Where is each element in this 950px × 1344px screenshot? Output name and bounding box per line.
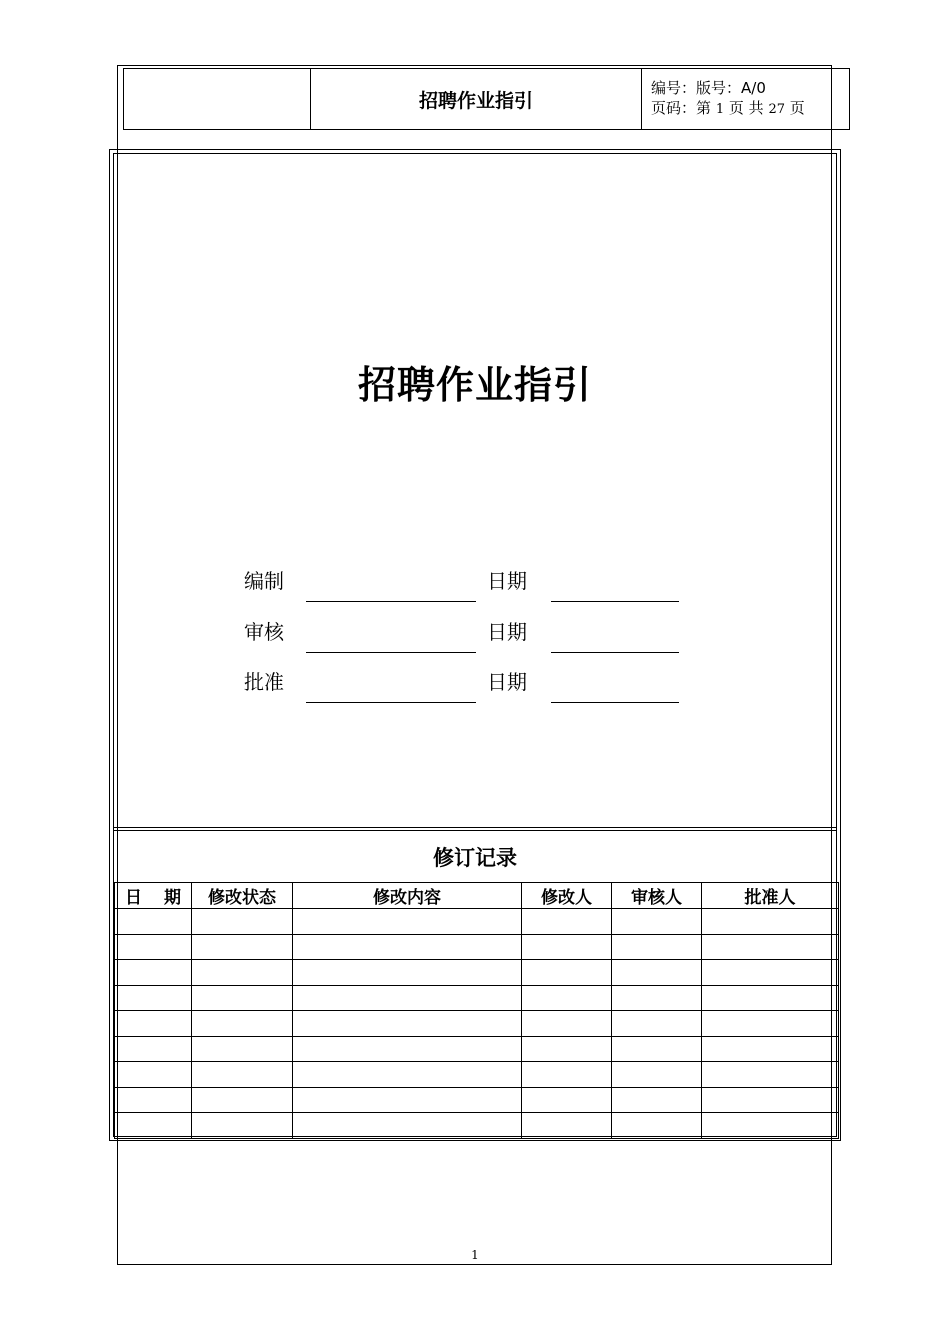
table-cell[interactable] [702, 1011, 839, 1037]
revision-table-body [115, 909, 839, 1139]
date-label-review: 日期 [487, 620, 527, 644]
table-cell[interactable] [192, 1113, 293, 1139]
table-cell[interactable] [522, 960, 612, 986]
table-row [115, 934, 839, 960]
sign-label-review: 审核 [244, 620, 284, 644]
table-cell[interactable] [522, 1113, 612, 1139]
table-cell[interactable] [702, 909, 839, 935]
table-cell[interactable] [522, 1036, 612, 1062]
table-row [115, 1113, 839, 1139]
revision-table [114, 882, 839, 1139]
table-row [115, 1036, 839, 1062]
table-cell[interactable] [702, 985, 839, 1011]
table-cell[interactable] [293, 934, 522, 960]
table-cell[interactable] [702, 960, 839, 986]
table-row [115, 985, 839, 1011]
col-header-modifier: 修改人 [522, 883, 612, 909]
table-cell[interactable] [192, 1011, 293, 1037]
header-info [642, 69, 850, 130]
table-cell[interactable] [612, 934, 702, 960]
page-prefix: 第 [696, 99, 712, 117]
sign-line-approve[interactable] [306, 702, 476, 703]
page-total-prefix: 共 [748, 99, 764, 117]
table-cell[interactable] [115, 1087, 192, 1113]
header-doc-version-line [651, 78, 849, 98]
table-cell[interactable] [192, 909, 293, 935]
table-cell[interactable] [702, 1062, 839, 1088]
version-label: 版号： [696, 79, 742, 97]
header-page-line [651, 98, 849, 120]
table-cell[interactable] [293, 1113, 522, 1139]
table-cell[interactable] [612, 960, 702, 986]
table-cell[interactable] [612, 1011, 702, 1037]
table-row [115, 960, 839, 986]
table-cell[interactable] [192, 1062, 293, 1088]
header-title: 招聘作业指引 [311, 69, 642, 130]
table-cell[interactable] [192, 960, 293, 986]
table-cell[interactable] [192, 934, 293, 960]
sign-label-compile: 编制 [244, 569, 284, 593]
revision-header-row [115, 883, 839, 909]
table-cell[interactable] [192, 985, 293, 1011]
table-cell[interactable] [702, 1036, 839, 1062]
table-cell[interactable] [612, 985, 702, 1011]
table-cell[interactable] [115, 1011, 192, 1037]
date-line-approve[interactable] [551, 702, 679, 703]
date-label-approve: 日期 [487, 670, 527, 694]
table-cell[interactable] [522, 1062, 612, 1088]
table-cell[interactable] [612, 909, 702, 935]
table-cell[interactable] [115, 1036, 192, 1062]
table-row [115, 1011, 839, 1037]
table-cell[interactable] [293, 1087, 522, 1113]
table-cell[interactable] [293, 1062, 522, 1088]
table-cell[interactable] [702, 934, 839, 960]
table-cell[interactable] [192, 1087, 293, 1113]
col-header-status: 修改状态 [192, 883, 293, 909]
sign-line-compile[interactable] [306, 601, 476, 602]
table-cell[interactable] [293, 960, 522, 986]
page-unit: 页 [728, 99, 744, 117]
table-cell[interactable] [702, 1087, 839, 1113]
header-logo-cell [124, 69, 311, 130]
document-title: 招聘作业指引 [357, 363, 592, 407]
page-number: 1 [471, 1248, 479, 1262]
table-row [115, 1062, 839, 1088]
table-cell[interactable] [115, 909, 192, 935]
doc-no-label: 编号： [651, 79, 697, 97]
table-cell[interactable] [612, 1036, 702, 1062]
table-cell[interactable] [115, 1062, 192, 1088]
col-header-reviewer: 审核人 [612, 883, 702, 909]
date-line-compile[interactable] [551, 601, 679, 602]
table-cell[interactable] [115, 934, 192, 960]
page-total-unit: 页 [789, 99, 805, 117]
table-cell[interactable] [115, 1113, 192, 1139]
date-line-review[interactable] [551, 652, 679, 653]
table-cell[interactable] [115, 960, 192, 986]
table-row [115, 909, 839, 935]
sign-line-review[interactable] [306, 652, 476, 653]
col-header-date: 日期 [115, 883, 192, 909]
table-cell[interactable] [115, 985, 192, 1011]
table-cell[interactable] [522, 934, 612, 960]
table-cell[interactable] [612, 1087, 702, 1113]
revision-title: 修订记录 [433, 846, 517, 870]
table-cell[interactable] [293, 909, 522, 935]
table-cell[interactable] [522, 1011, 612, 1037]
table-cell[interactable] [522, 1087, 612, 1113]
sign-label-approve: 批准 [244, 670, 284, 694]
table-row [115, 1087, 839, 1113]
section-divider-bottom [113, 830, 837, 831]
date-label-compile: 日期 [487, 569, 527, 593]
table-cell[interactable] [522, 985, 612, 1011]
page-label: 页码： [651, 99, 697, 117]
table-cell[interactable] [522, 909, 612, 935]
version-value: A/0 [741, 79, 766, 97]
page-current: 1 [715, 102, 725, 117]
table-cell[interactable] [293, 1036, 522, 1062]
section-divider-top [113, 827, 837, 828]
table-cell[interactable] [612, 1113, 702, 1139]
table-cell[interactable] [702, 1113, 839, 1139]
table-cell[interactable] [293, 985, 522, 1011]
col-header-approver: 批准人 [702, 883, 839, 909]
header-table [123, 68, 850, 130]
table-cell[interactable] [192, 1036, 293, 1062]
table-cell[interactable] [293, 1011, 522, 1037]
table-cell[interactable] [612, 1062, 702, 1088]
col-header-content: 修改内容 [293, 883, 522, 909]
page-total: 27 [768, 102, 786, 117]
